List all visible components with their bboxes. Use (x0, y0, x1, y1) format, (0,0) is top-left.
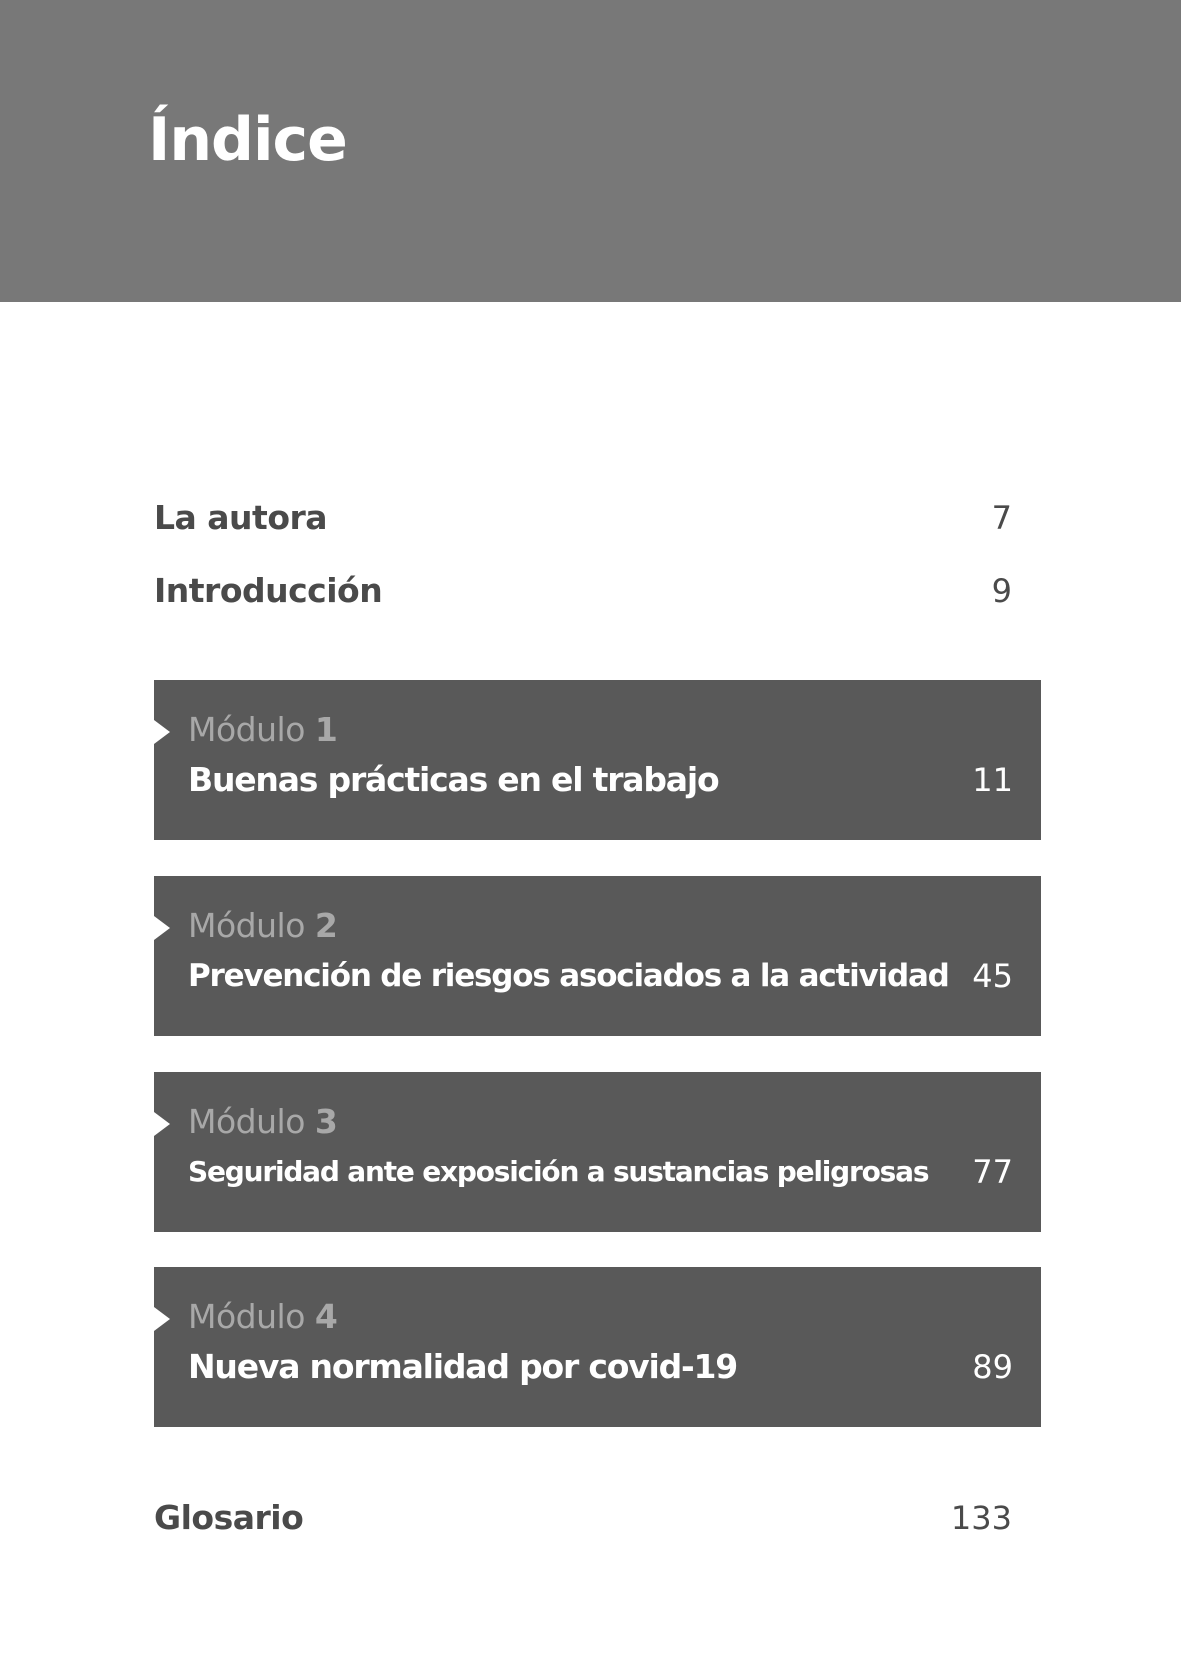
header-banner (0, 0, 1181, 302)
module-number: Módulo 4 (188, 1297, 338, 1336)
module-marker-icon (154, 1112, 170, 1136)
module-title: Prevención de riesgos asociados a la actividad (188, 958, 949, 994)
module-page: 77 (972, 1153, 1013, 1191)
module-marker-icon (154, 916, 170, 940)
toc-entry-la-autora[interactable] (154, 494, 1012, 542)
module-marker-icon (154, 1307, 170, 1331)
toc-entry-label: La autora (154, 498, 328, 537)
toc-module-4[interactable] (154, 1267, 1041, 1427)
toc-entry-introduccion[interactable] (154, 567, 1012, 615)
module-number: Módulo 1 (188, 710, 338, 749)
module-title: Nueva normalidad por covid-19 (188, 1347, 738, 1386)
toc-entry-page: 9 (991, 572, 1012, 610)
toc-module-3[interactable] (154, 1072, 1041, 1232)
module-number: Módulo 3 (188, 1102, 338, 1141)
toc-module-1[interactable] (154, 680, 1041, 840)
toc-entry-label: Introducción (154, 571, 383, 610)
module-page: 89 (972, 1348, 1013, 1386)
module-page: 45 (972, 957, 1013, 995)
module-page: 11 (972, 761, 1013, 799)
toc-entry-glosario[interactable] (154, 1494, 1012, 1542)
module-title: Buenas prácticas en el trabajo (188, 760, 719, 799)
module-title: Seguridad ante exposición a sustancias peligrosas (188, 1155, 929, 1188)
module-number: Módulo 2 (188, 906, 338, 945)
page-title: Índice (148, 105, 347, 175)
toc-module-2[interactable] (154, 876, 1041, 1036)
toc-entry-page: 7 (991, 499, 1012, 537)
toc-entry-label: Glosario (154, 1498, 304, 1537)
toc-entry-page: 133 (950, 1499, 1012, 1537)
module-marker-icon (154, 720, 170, 744)
